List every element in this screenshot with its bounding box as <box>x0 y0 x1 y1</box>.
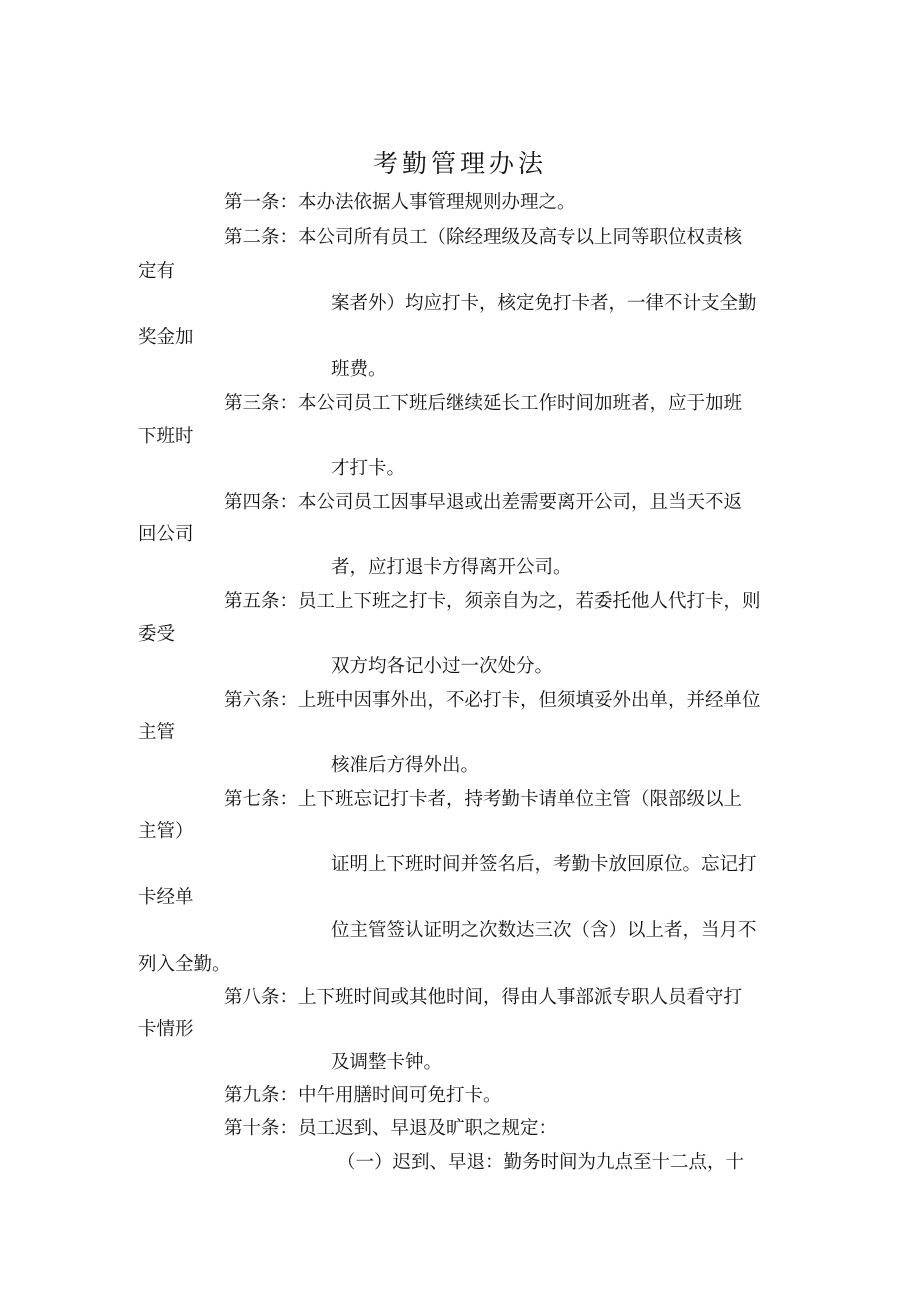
article-9-line: 第九条：中午用膳时间可免打卡。 <box>224 1085 502 1106</box>
article-1-line: 第一条：本办法依据人事管理规则办理之。 <box>224 192 576 213</box>
article-10-line: 第十条：员工迟到、早退及旷职之规定： <box>224 1118 558 1139</box>
article-4-line: 第四条：本公司员工因事早退或出差需要离开公司，且当天不返 <box>224 492 743 513</box>
article-2-continuation-2: 班费。 <box>331 359 387 380</box>
article-3-wrap: 下班时 <box>138 426 194 447</box>
document-title: 考勤管理办法 <box>372 149 547 178</box>
article-6-line: 第六条：上班中因事外出，不必打卡，但须填妥外出单，并经单位 <box>224 690 761 711</box>
article-8-wrap: 卡情形 <box>138 1019 194 1040</box>
article-4-continuation: 者，应打退卡方得离开公司。 <box>331 557 572 578</box>
article-10-item-1: （一）迟到、早退：勤务时间为九点至十二点，十 <box>337 1152 745 1173</box>
article-2-wrap-2: 奖金加 <box>138 327 194 348</box>
article-7-wrap-3: 列入全勤。 <box>138 954 231 975</box>
article-7-wrap: 主管） <box>138 821 194 842</box>
article-6-wrap: 主管 <box>138 722 176 743</box>
article-8-line: 第八条：上下班时间或其他时间，得由人事部派专职人员看守打 <box>224 987 743 1008</box>
article-7-continuation-2: 位主管签认证明之次数达三次（含）以上者，当月不 <box>331 920 757 941</box>
article-7-wrap-2: 卡经单 <box>138 887 194 908</box>
article-5-continuation: 双方均各记小过一次处分。 <box>331 656 554 677</box>
article-2-continuation: 案者外）均应打卡，核定免打卡者，一律不计支全勤 <box>331 293 757 314</box>
article-8-continuation: 及调整卡钟。 <box>331 1052 443 1073</box>
article-6-continuation: 核准后方得外出。 <box>331 755 480 776</box>
article-3-line: 第三条：本公司员工下班后继续延长工作时间加班者，应于加班 <box>224 393 743 414</box>
article-5-wrap: 委受 <box>138 624 176 645</box>
article-7-line: 第七条：上下班忘记打卡者，持考勤卡请单位主管（限部级以上 <box>224 789 743 810</box>
article-3-continuation: 才打卡。 <box>331 458 406 479</box>
article-2-line: 第二条：本公司所有员工（除经理级及高专以上同等职位权责核 <box>224 227 743 248</box>
article-4-wrap: 回公司 <box>138 524 194 545</box>
article-7-continuation: 证明上下班时间并签名后，考勤卡放回原位。忘记打 <box>331 854 757 875</box>
article-5-line: 第五条：员工上下班之打卡，须亲自为之，若委托他人代打卡，则 <box>224 591 761 612</box>
article-2-wrap: 定有 <box>138 261 176 282</box>
